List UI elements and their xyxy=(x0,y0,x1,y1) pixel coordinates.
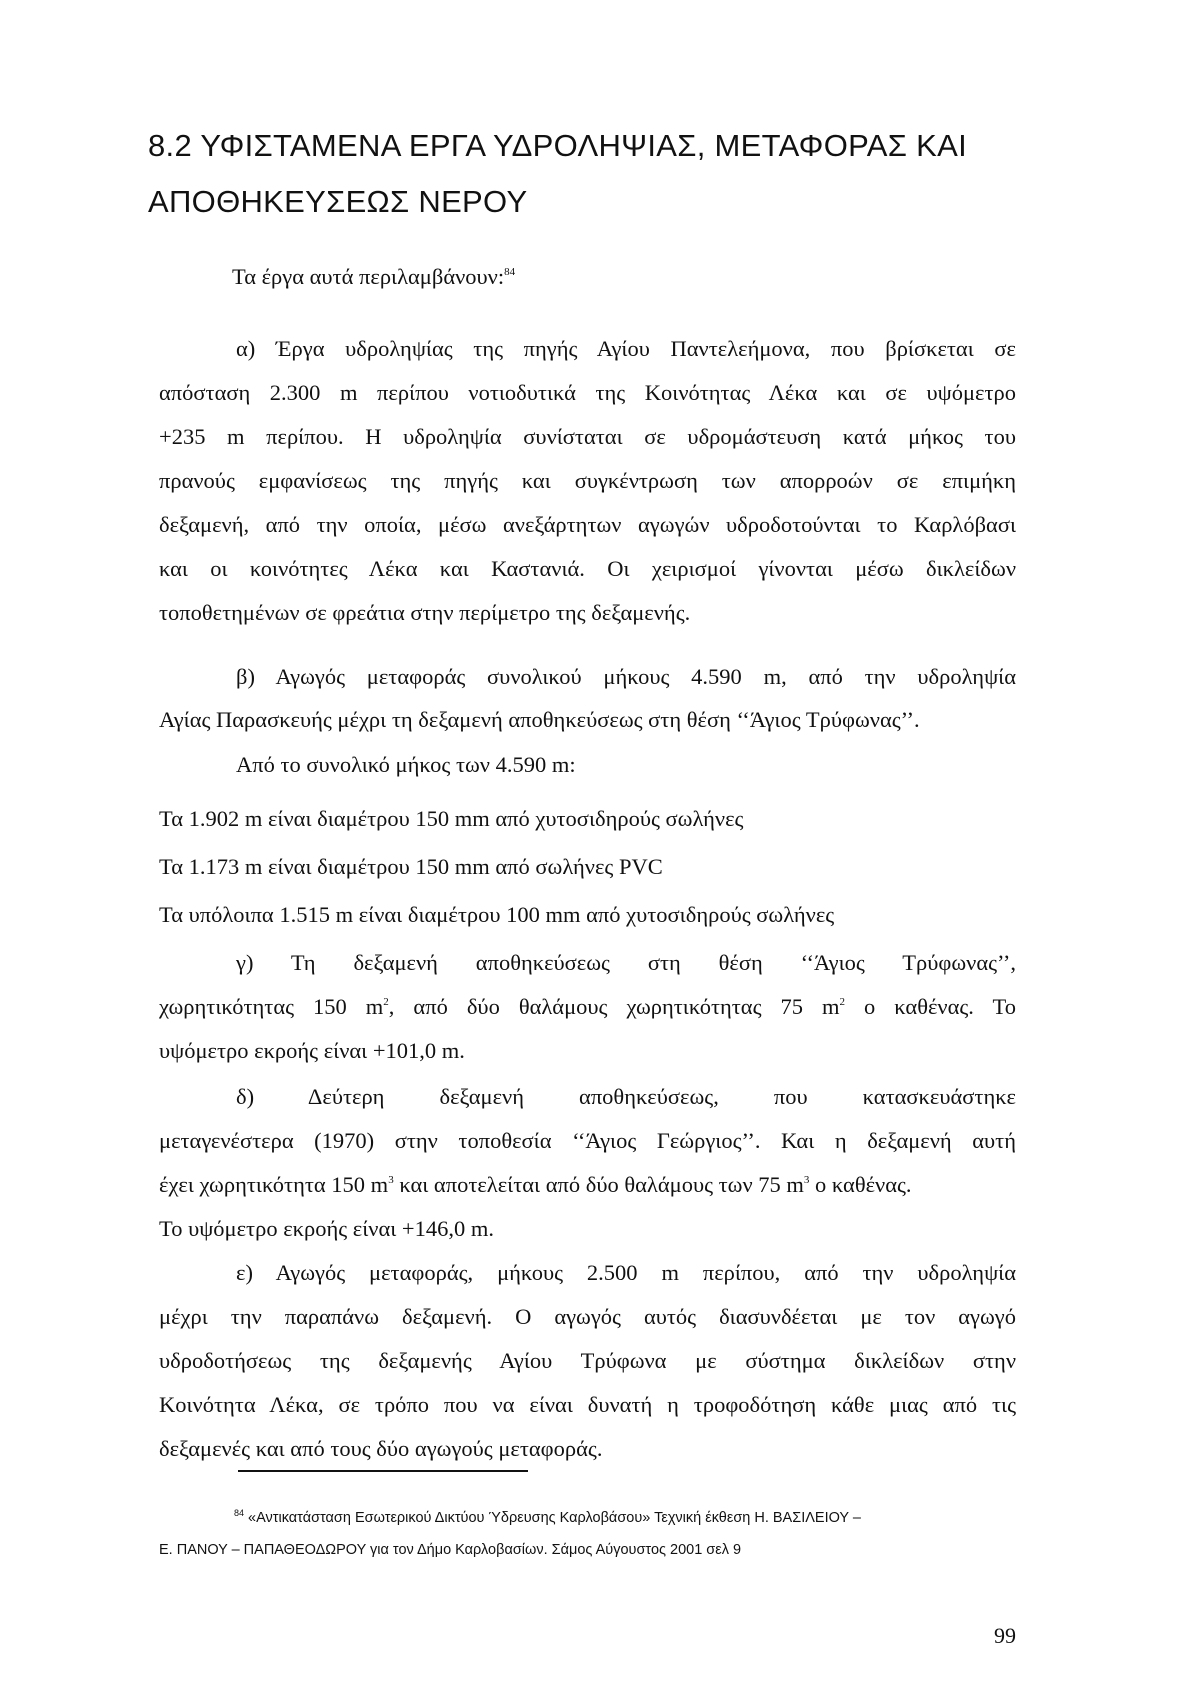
body-line: Αγίας Παρασκευής μέχρι τη δεξαμενή αποθηκεύσεως στη θέση ‘‘Άγιος Τρύφωνας’’. xyxy=(159,707,920,732)
section-heading xyxy=(148,118,1028,230)
body-line: Κοινότητα Λέκα, σε τρόπο που να είναι δυνατή η τροφοδότηση κάθε μιας από τις xyxy=(159,1392,1016,1417)
text-span: ο καθένας. Το xyxy=(845,994,1016,1019)
body-line: β) Αγωγός μεταφοράς συνολικού μήκους 4.590 m, από την υδροληψία xyxy=(236,664,1016,689)
footnote-separator xyxy=(238,1470,528,1472)
body-line: μεταγενέστερα (1970) στην τοποθεσία ‘‘Άγιος Γεώργιος’’. Και η δεξαμενή αυτή xyxy=(159,1128,1016,1153)
superscript: 2 xyxy=(383,996,389,1008)
footnote-reference: 84 xyxy=(504,266,516,278)
body-line: πρανούς εμφανίσεως της πηγής και συγκέντρωση των απορροών σε επιμήκη xyxy=(159,468,1016,493)
body-line: Το υψόμετρο εκροής είναι +146,0 m. xyxy=(159,1216,494,1241)
intro-sentence xyxy=(232,262,515,292)
body-line xyxy=(159,992,1016,1022)
footnote-line-1 xyxy=(234,1508,861,1528)
page-number: 99 xyxy=(994,1623,1016,1648)
footnote-text: «Αντικατάσταση Εσωτερικού Δικτύου Ύδρευσης Καρλοβάσου» Τεχνική έκθεση Η. ΒΑΣΙΛΕΙΟΥ – xyxy=(244,1510,861,1526)
body-line: υδροδοτήσεως της δεξαμενής Αγίου Τρύφωνα με σύστημα δικλείδων στην xyxy=(159,1348,1016,1373)
text-span: έχει χωρητικότητα 150 m xyxy=(159,1172,389,1197)
body-line: Από το συνολικό μήκος των 4.590 m: xyxy=(236,752,576,777)
pipe-spec-line: Τα 1.902 m είναι διαμέτρου 150 mm από χυτοσιδηρούς σωλήνες xyxy=(159,806,744,831)
superscript: 3 xyxy=(388,1174,394,1186)
body-line: και οι κοινότητες Λέκα και Καστανιά. Οι χειρισμοί γίνονται μέσω δικλείδων xyxy=(159,556,1016,581)
text-span: χωρητικότητας 150 m xyxy=(159,994,384,1019)
body-line: α) Έργα υδροληψίας της πηγής Αγίου Παντελεήμονα, που βρίσκεται σε xyxy=(236,336,1016,361)
intro-text: Τα έργα αυτά περιλαμβάνουν: xyxy=(232,264,505,289)
body-line: δεξαμενές και από τους δύο αγωγούς μεταφοράς. xyxy=(159,1436,603,1461)
text-span: , από δύο θαλάμους χωρητικότητας 75 m xyxy=(388,994,840,1019)
footnote-marker: 84 xyxy=(234,1508,245,1518)
pipe-spec-line: Τα υπόλοιπα 1.515 m είναι διαμέτρου 100 mm από χυτοσιδηρούς σωλήνες xyxy=(159,902,835,927)
body-line: ε) Αγωγός μεταφοράς, μήκους 2.500 m περίπου, από την υδροληψία xyxy=(236,1260,1016,1285)
body-line xyxy=(159,1170,912,1200)
body-line: απόσταση 2.300 m περίπου νοτιοδυτικά της Κοινότητας Λέκα και σε υψόμετρο xyxy=(159,380,1016,405)
body-line: υψόμετρο εκροής είναι +101,0 m. xyxy=(159,1038,465,1063)
body-line: τοποθετημένων σε φρεάτια στην περίμετρο της δεξαμενής. xyxy=(159,600,691,625)
body-line: +235 m περίπου. Η υδροληψία συνίσταται σε υδρομάστευση κατά μήκος του xyxy=(159,424,1016,449)
body-line: γ) Τη δεξαμενή αποθηκεύσεως στη θέση ‘‘Άγιος Τρύφωνας’’, xyxy=(236,950,1016,975)
body-line: δ) Δεύτερη δεξαμενή αποθηκεύσεως, που κατασκευάστηκε xyxy=(236,1084,1016,1109)
superscript: 3 xyxy=(803,1174,810,1186)
text-span: ο καθένας. xyxy=(809,1172,912,1197)
heading-line-1: 8.2 ΥΦΙΣΤΑΜΕΝΑ ΕΡΓΑ ΥΔΡΟΛΗΨΙΑΣ, ΜΕΤΑΦΟΡΑΣ ΚΑΙ xyxy=(148,128,968,163)
superscript: 2 xyxy=(839,996,846,1008)
pipe-spec-line: Τα 1.173 m είναι διαμέτρου 150 mm από σωλήνες PVC xyxy=(159,854,663,879)
footnote-line-2: Ε. ΠΑΝΟΥ – ΠΑΠΑΘΕΟΔΩΡΟΥ για τον Δήμο Καρλοβασίων. Σάμος Αύγουστος 2001 σελ 9 xyxy=(159,1542,742,1558)
body-line: δεξαμενή, από την οποία, μέσω ανεξάρτητων αγωγών υδροδοτούνται το Καρλόβασι xyxy=(159,512,1016,537)
body-line: μέχρι την παραπάνω δεξαμενή. Ο αγωγός αυτός διασυνδέεται με τον αγωγό xyxy=(159,1304,1016,1329)
text-span: και αποτελείται από δύο θαλάμους των 75 m xyxy=(393,1172,804,1197)
heading-line-2: ΑΠΟΘΗΚΕΥΣΕΩΣ ΝΕΡΟΥ xyxy=(148,184,528,219)
